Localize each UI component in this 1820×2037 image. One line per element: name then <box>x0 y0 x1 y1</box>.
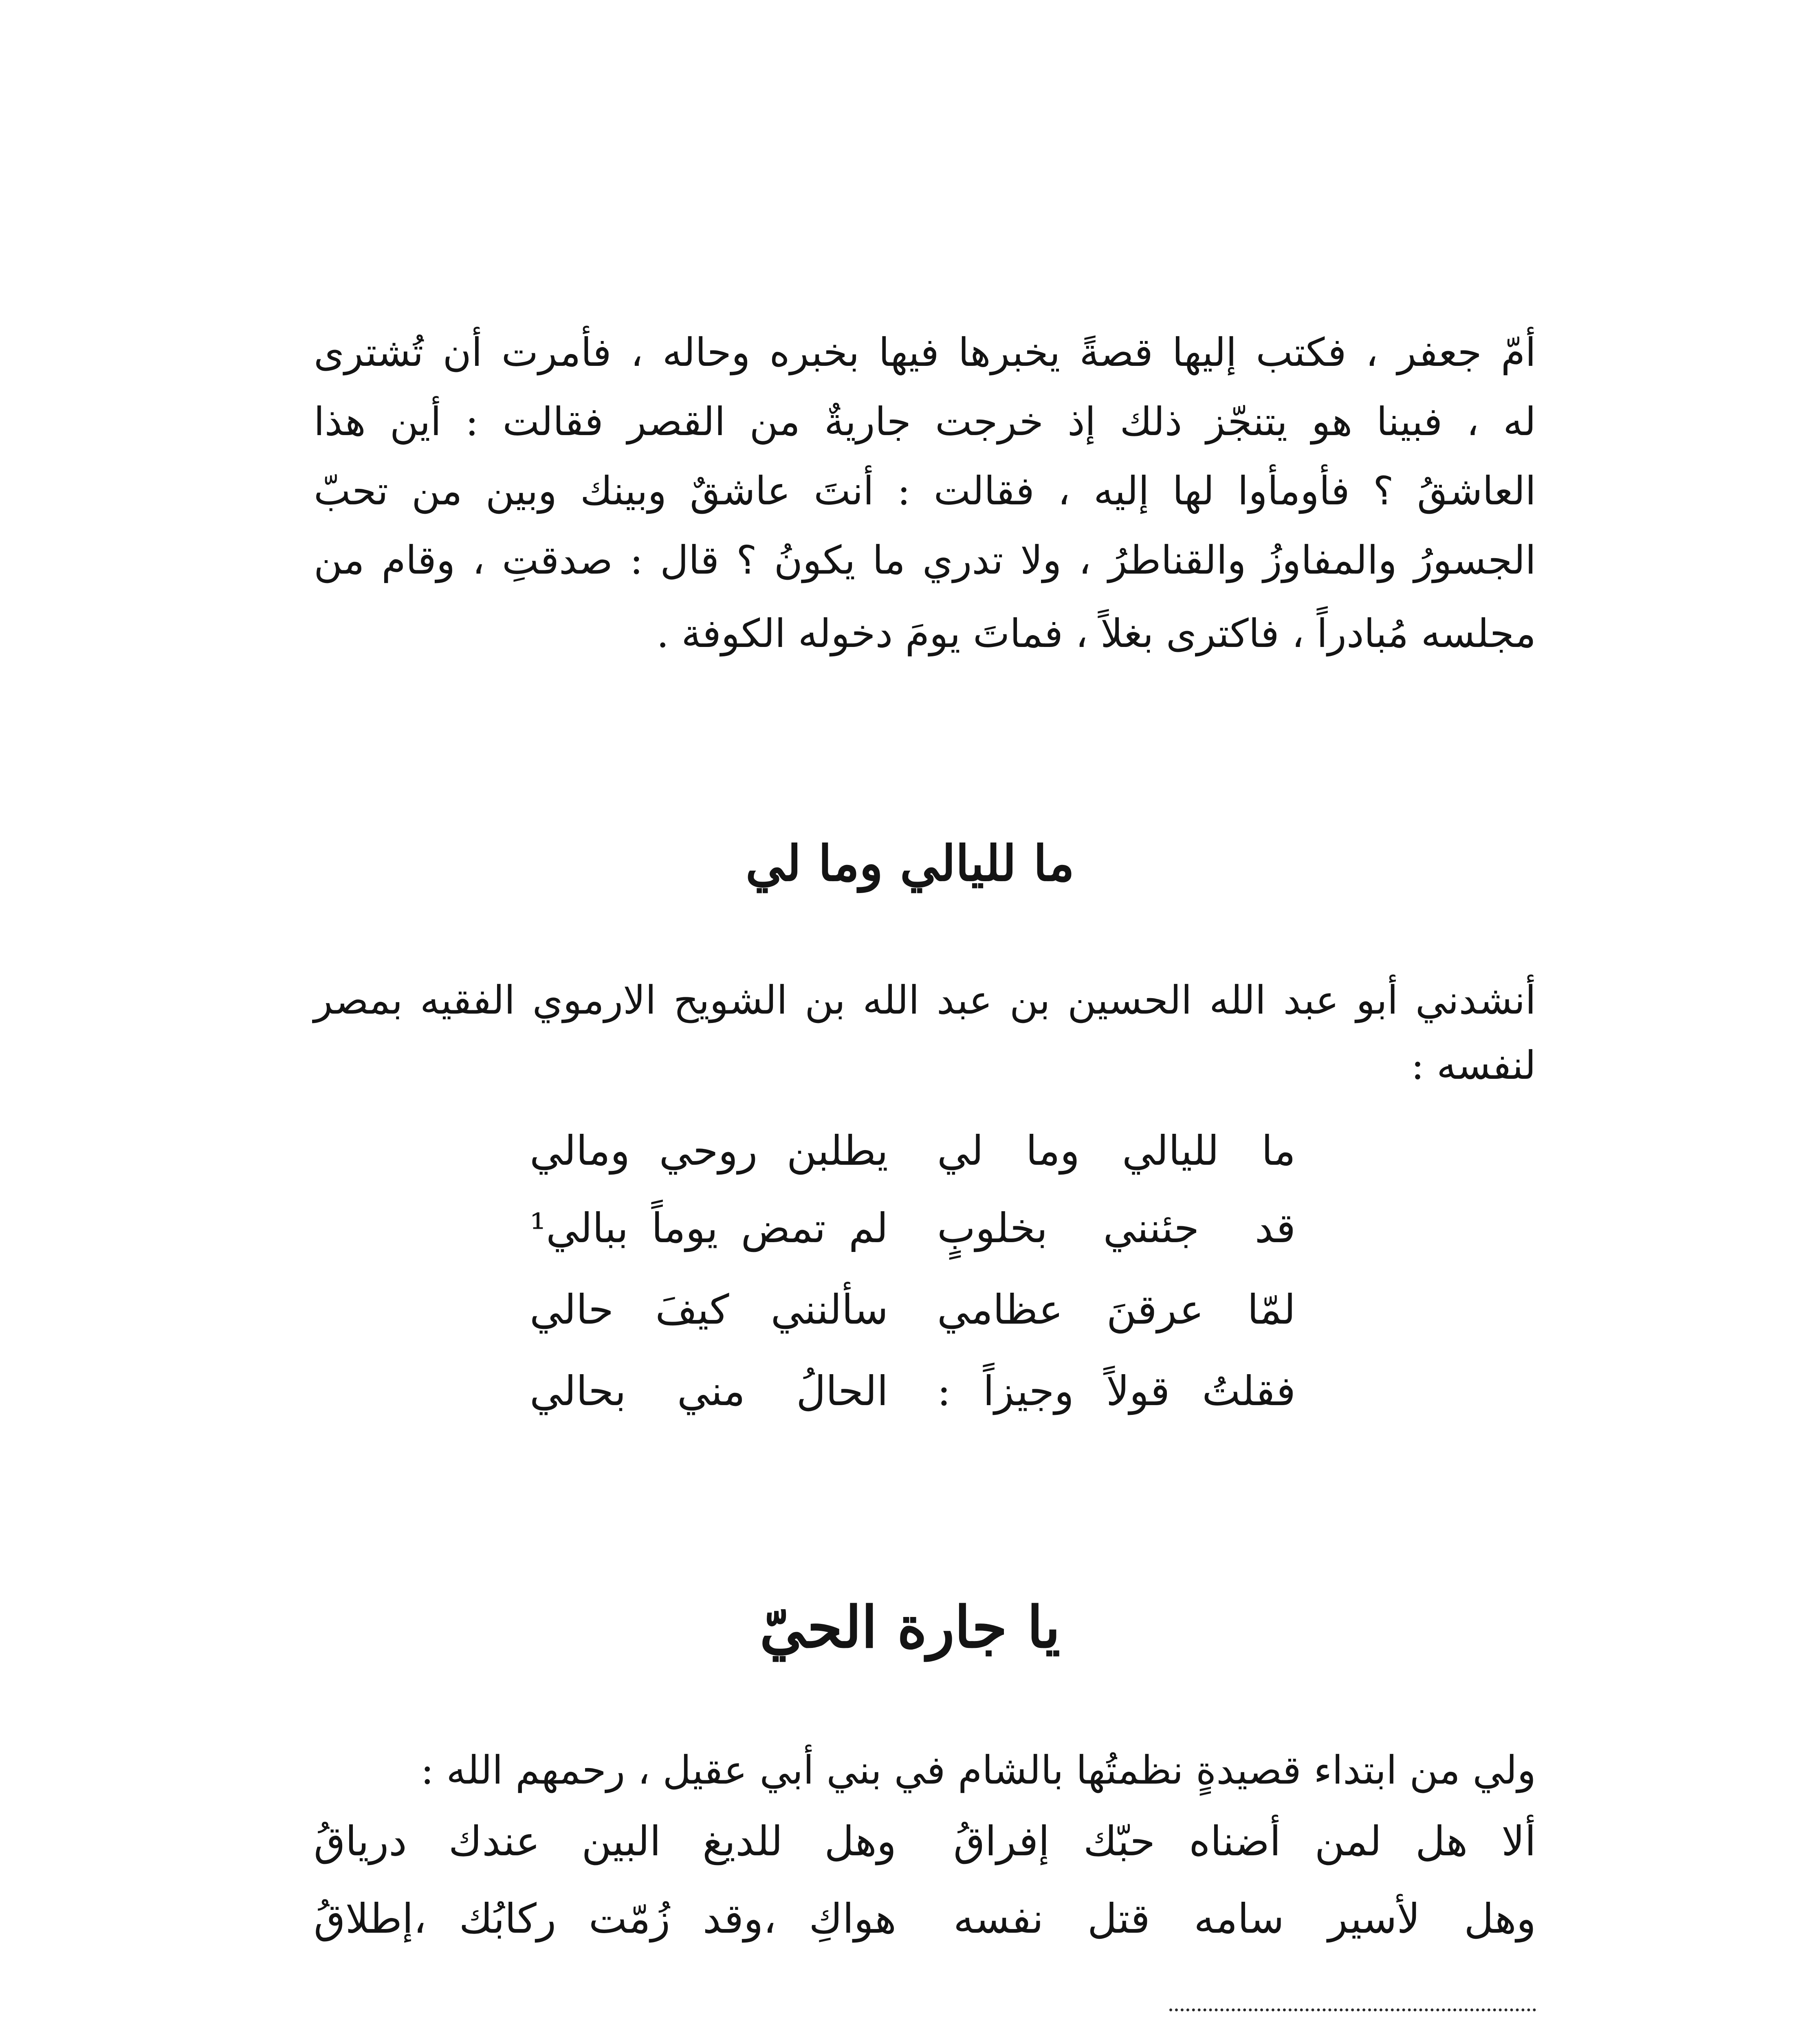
verse-line <box>530 1357 1296 1426</box>
verse-second-hemistich: هواكِ ،وقد زُمّت ركابُك ،إطلاقُ <box>314 1895 896 1942</box>
verse-first-hemistich: قد جئنني بخلوبٍ <box>937 1204 1296 1252</box>
verse-line <box>314 1886 1536 1951</box>
paragraph-line: مجلسه مُبادراً ، فاكترى بغلاً ، فماتَ يومَ دخوله الكوفة . <box>656 611 1536 656</box>
footnote-separator <box>1169 2008 1536 2011</box>
verse-line <box>530 1194 1296 1263</box>
section-title: ما لليالي وما لي <box>745 835 1075 892</box>
paragraph-line: الجسورُ والمفاوزُ والقناطرُ ، ولا تدري ما يكونُ ؟ قال : صدقتِ ، وقام من <box>314 537 1536 583</box>
intro-line: ولي من ابتداء قصيدةٍ نظمتُها بالشام في بني أبي عقيل ، رحمهم الله : <box>420 1747 1536 1793</box>
verse-line <box>314 1809 1536 1874</box>
verse-first-hemistich: لمّا عرقنَ عظامي <box>937 1286 1296 1333</box>
verse-first-hemistich: وهل لأسير سامه قتل نفسه <box>953 1895 1536 1942</box>
intro-line: أنشدني أبو عبد الله الحسين بن عبد الله بن الشويح الارموي الفقيه بمصر <box>314 977 1536 1023</box>
paragraph-line: أمّ جعفر ، فكتب إليها قصةً يخبرها فيها بخبره وحاله ، فأمرت أن تُشترى <box>314 330 1536 375</box>
verse-second-hemistich: يطلبن روحي ومالي <box>530 1127 888 1175</box>
paragraph-line: العاشقُ ؟ فأومأوا لها إليه ، فقالت : أنتَ عاشقٌ وبينك وبين من تحبّ <box>314 468 1536 514</box>
verse-second-hemistich: لم تمض يوماً ببالي¹ <box>530 1204 888 1252</box>
verse-first-hemistich: فقلتُ قولاً وجيزاً : <box>937 1367 1296 1415</box>
intro-line: لنفسه : <box>1411 1043 1536 1088</box>
verse-second-hemistich: سألنني كيفَ حالي <box>530 1286 888 1333</box>
section-title: يا جارة الحيّ <box>759 1594 1061 1661</box>
verse-line <box>530 1116 1296 1186</box>
verse-line <box>530 1275 1296 1344</box>
verse-second-hemistich: الحالُ مني بحالي <box>530 1367 888 1415</box>
verse-second-hemistich: وهل للديغ البين عندك درياقُ <box>314 1817 896 1865</box>
verse-first-hemistich: ما لليالي وما لي <box>937 1127 1296 1175</box>
verse-first-hemistich: ألا هل لمن أضناه حبّك إفراقُ <box>953 1817 1536 1865</box>
paragraph-line: له ، فبينا هو يتنجّز ذلك إذ خرجت جاريةٌ من القصر فقالت : أين هذا <box>314 399 1536 444</box>
